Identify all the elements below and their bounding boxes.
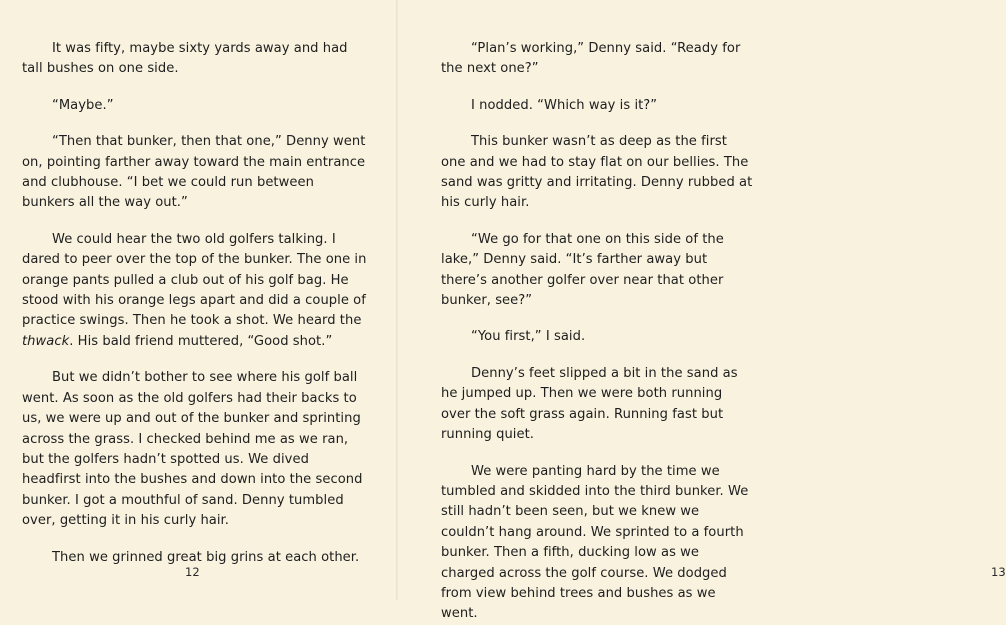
- paragraph: It was fifty, maybe sixty yards away and had tall bushes on one side.: [22, 41, 348, 77]
- paragraph: “Maybe.”: [52, 97, 114, 113]
- paragraph: Denny’s feet slipped a bit in the sand as he jumped up. Then we were both running over the soft grass again. Running fast but running quiet.: [441, 365, 738, 443]
- page-number: 13: [991, 565, 1006, 579]
- emphasis: thwack: [22, 333, 70, 349]
- paragraph: We were panting hard by the time we tumbled and skidded into the third bunker. We still hadn’t been seen, but we knew we couldn’t hang around. We sprinted to a fourth bunker. Then a fifth, ducking low as we charged across the golf course. We dodged from view behind trees and bushes as we went.: [441, 463, 749, 622]
- right-page: [397, 0, 1006, 622]
- paragraph: “Then that bunker, then that one,” Denny went on, pointing farther away toward the main entrance and clubhouse. “I bet we could run between bunkers all the way out.”: [22, 134, 366, 211]
- page-number: 12: [185, 565, 200, 579]
- paragraph: I nodded. “Which way is it?”: [471, 97, 658, 113]
- left-page: [0, 0, 397, 600]
- paragraph: “You first,” I said.: [471, 329, 586, 345]
- paragraph: But we didn’t bother to see where his golf ball went. As soon as the old golfers had their backs to us, we were up and out of the bunker and sprinting across the grass. I checked behind me as we ran, but the golfers hadn’t spotted us. We dived headfirst into the bushes and down into the second bunker. I got a mouthful of sand. Denny tumbled over, getting it in his curly hair.: [22, 370, 363, 529]
- paragraph: “Plan’s working,” Denny said. “Ready for the next one?”: [441, 41, 741, 77]
- paragraph: Then we grinned great big grins at each other.: [52, 549, 360, 565]
- paragraph: This bunker wasn’t as deep as the first one and we had to stay flat on our bellies. The sand was gritty and irritating. Denny rubbed at his curly hair.: [441, 134, 753, 211]
- paragraph: We could hear the two old golfers talking. I dared to peer over the top of the bunker. The one in orange pants pulled a club out of his golf bag. He stood with his orange legs apart and did a couple of practice swings. Then he took a shot. We heard the thwack. His bald friend muttered, “Good shot.”: [22, 231, 367, 349]
- paragraph: “We go for that one on this side of the lake,” Denny said. “It’s farther away but there’s another golfer over near that other bunker, see?”: [441, 231, 724, 309]
